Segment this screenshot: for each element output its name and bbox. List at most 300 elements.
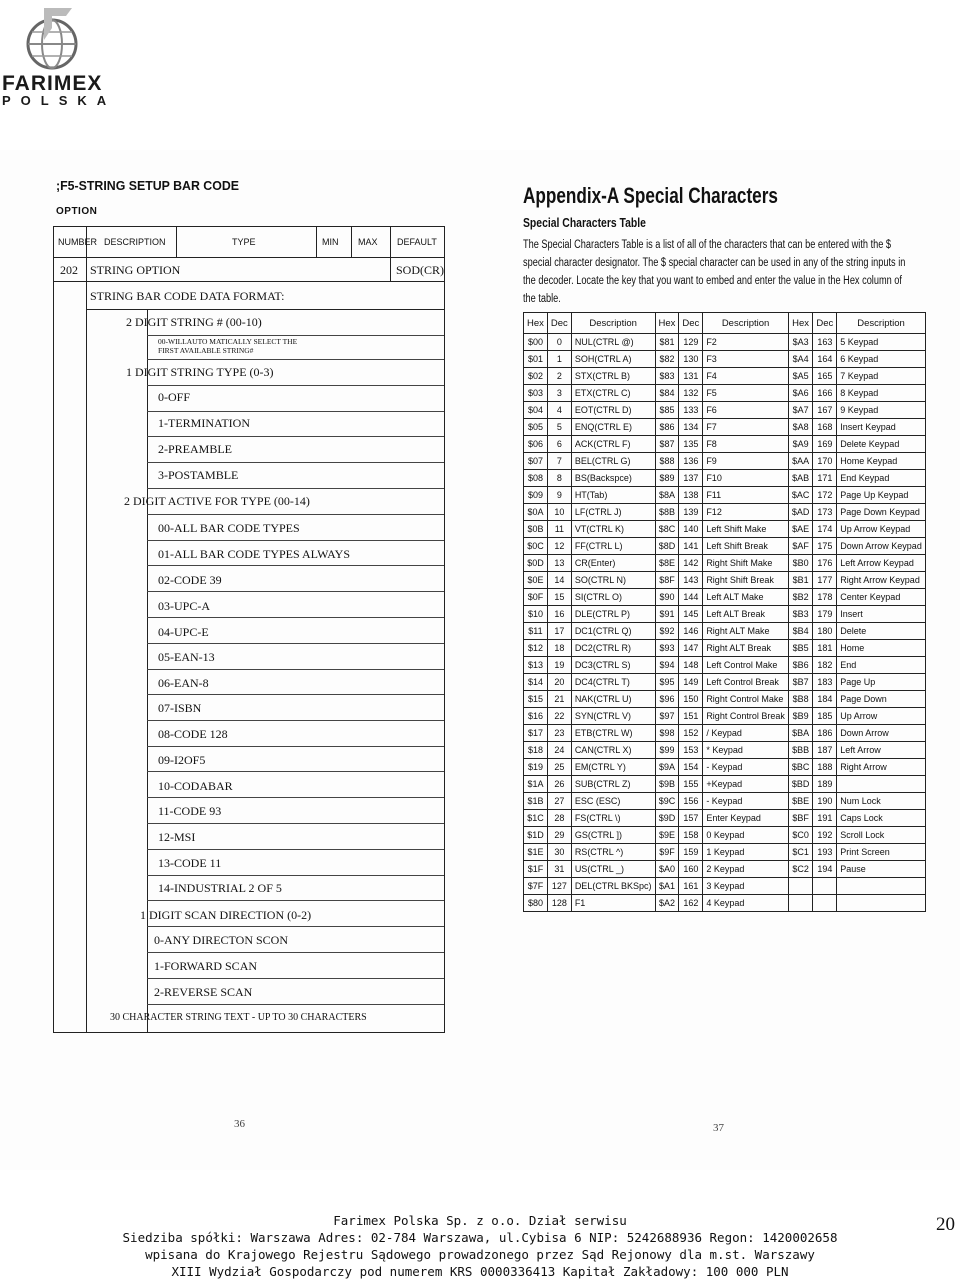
table-cell: $87 (655, 436, 679, 453)
table-cell: 180 (813, 623, 837, 640)
table-row (524, 521, 926, 538)
table-cell: $92 (655, 623, 679, 640)
footer-line: XIII Wydział Gospodarczy pod numerem KRS 0000336413 Kapitał Zakładowy: 100 000 PLN (171, 1264, 789, 1279)
table-row (524, 589, 926, 606)
table-cell: $9E (655, 827, 679, 844)
table-cell: $B0 (788, 555, 813, 572)
table-cell: 175 (813, 538, 837, 555)
column-header: Dec (679, 313, 703, 334)
table-cell: $18 (524, 742, 548, 759)
row-divider (147, 720, 444, 721)
table-cell: $05 (524, 419, 548, 436)
option-item: 02-CODE 39 (158, 573, 222, 587)
option-number: 202 (60, 263, 78, 277)
table-cell: DLE(CTRL P) (571, 606, 655, 623)
table-cell: 5 (547, 419, 571, 436)
row-divider (147, 617, 444, 618)
table-cell: Page Down Keypad (837, 504, 926, 521)
table-cell: Down Arrow (837, 725, 926, 742)
table-row (524, 385, 926, 402)
option-item: 12-MSI (158, 830, 196, 844)
table-cell: ENQ(CTRL E) (571, 419, 655, 436)
table-cell: Home (837, 640, 926, 657)
option-item: 11-CODE 93 (158, 804, 222, 818)
table-cell: 21 (547, 691, 571, 708)
table-cell: $C2 (788, 861, 813, 878)
table-cell: +Keypad (703, 776, 789, 793)
footer-line: Farimex Polska Sp. z o.o. Dział serwisu (333, 1213, 627, 1228)
table-cell: 162 (679, 895, 703, 912)
table-cell: $1F (524, 861, 548, 878)
table-row (524, 538, 926, 555)
farimex-logo (0, 0, 117, 108)
table-cell: $90 (655, 589, 679, 606)
table-cell: 156 (679, 793, 703, 810)
table-cell: $9D (655, 810, 679, 827)
table-cell: 6 Keypad (837, 351, 926, 368)
table-cell: Center Keypad (837, 589, 926, 606)
table-cell: 185 (813, 708, 837, 725)
column-header: Description (837, 313, 926, 334)
option-item: 30 CHARACTER STRING TEXT - UP TO 30 CHARACTERS (110, 1012, 367, 1023)
table-cell: 165 (813, 368, 837, 385)
row-divider (147, 669, 444, 670)
table-cell: $B2 (788, 589, 813, 606)
table-row (524, 606, 926, 623)
table-cell: Insert Keypad (837, 419, 926, 436)
table-row (524, 691, 926, 708)
table-cell: 7 Keypad (837, 368, 926, 385)
company-footer (0, 1212, 960, 1280)
row-divider (147, 462, 444, 463)
table-cell: $09 (524, 487, 548, 504)
option-item: 00-ALL BAR CODE TYPES (158, 521, 300, 535)
table-cell: $8E (655, 555, 679, 572)
table-cell: Delete (837, 623, 926, 640)
table-cell: DC4(CTRL T) (571, 674, 655, 691)
table-cell: Up Arrow Keypad (837, 521, 926, 538)
table-cell: 136 (679, 453, 703, 470)
option-item: 3-POSTAMBLE (158, 468, 239, 482)
table-cell (813, 895, 837, 912)
table-cell: 177 (813, 572, 837, 589)
table-cell: F5 (703, 385, 789, 402)
table-cell: 2 (547, 368, 571, 385)
table-cell: 133 (679, 402, 703, 419)
table-cell: F2 (703, 334, 789, 351)
table-cell: $0D (524, 555, 548, 572)
table-cell: DC1(CTRL Q) (571, 623, 655, 640)
logo-sub-text: POLSKA (2, 93, 117, 108)
table-cell: 129 (679, 334, 703, 351)
table-cell: 24 (547, 742, 571, 759)
table-row (524, 861, 926, 878)
table-cell: Left Shift Make (703, 521, 789, 538)
document-page-number: 20 (936, 1214, 955, 1235)
table-cell: ESC (ESC) (571, 793, 655, 810)
table-cell: ACK(CTRL F) (571, 436, 655, 453)
table-cell: STX(CTRL B) (571, 368, 655, 385)
table-cell: $97 (655, 708, 679, 725)
table-cell: 163 (813, 334, 837, 351)
table-cell: 181 (813, 640, 837, 657)
table-cell: 8 (547, 470, 571, 487)
table-row (524, 844, 926, 861)
table-cell: $B3 (788, 606, 813, 623)
table-cell: Home Keypad (837, 453, 926, 470)
table-cell: 144 (679, 589, 703, 606)
table-cell: GS(CTRL ]) (571, 827, 655, 844)
table-cell: $08 (524, 470, 548, 487)
table-cell: $02 (524, 368, 548, 385)
table-row (524, 419, 926, 436)
table-cell: 186 (813, 725, 837, 742)
table-cell: 137 (679, 470, 703, 487)
header-type: TYPE (232, 237, 256, 247)
table-cell: 190 (813, 793, 837, 810)
table-cell: $11 (524, 623, 548, 640)
option-item: 06-EAN-8 (158, 676, 209, 690)
table-cell: $03 (524, 385, 548, 402)
table-cell: $AA (788, 453, 813, 470)
table-cell: 3 Keypad (703, 878, 789, 895)
option-item: 14-INDUSTRIAL 2 OF 5 (158, 881, 282, 895)
table-cell: 29 (547, 827, 571, 844)
option-item: 13-CODE 11 (158, 856, 222, 870)
table-cell: SUB(CTRL Z) (571, 776, 655, 793)
table-cell: 159 (679, 844, 703, 861)
table-cell: 166 (813, 385, 837, 402)
row-divider (147, 591, 444, 592)
table-cell: $8C (655, 521, 679, 538)
table-cell: CAN(CTRL X) (571, 742, 655, 759)
table-cell: $A8 (788, 419, 813, 436)
table-cell: 189 (813, 776, 837, 793)
table-cell: F4 (703, 368, 789, 385)
table-row (524, 674, 926, 691)
table-cell: 6 (547, 436, 571, 453)
table-cell: 140 (679, 521, 703, 538)
table-header-row (524, 313, 926, 334)
table-cell (788, 895, 813, 912)
table-cell: F12 (703, 504, 789, 521)
table-cell: 187 (813, 742, 837, 759)
table-cell: 20 (547, 674, 571, 691)
table-cell (837, 776, 926, 793)
table-cell: $19 (524, 759, 548, 776)
table-cell: $A3 (788, 334, 813, 351)
table-row (524, 453, 926, 470)
table-cell: 4 (547, 402, 571, 419)
table-row (524, 895, 926, 912)
table-cell: $9B (655, 776, 679, 793)
string-setup-table (53, 226, 445, 1033)
table-cell: $7F (524, 878, 548, 895)
table-cell: US(CTRL _) (571, 861, 655, 878)
table-cell: Right Shift Make (703, 555, 789, 572)
option-item: 09-I2OF5 (158, 753, 206, 767)
table-row (524, 793, 926, 810)
left-page-option-label: OPTION (56, 206, 98, 217)
table-cell: 179 (813, 606, 837, 623)
table-cell: $8D (655, 538, 679, 555)
table-cell: $10 (524, 606, 548, 623)
table-cell: $80 (524, 895, 548, 912)
table-cell: $00 (524, 334, 548, 351)
table-cell: 9 (547, 487, 571, 504)
table-cell: 150 (679, 691, 703, 708)
table-cell: 168 (813, 419, 837, 436)
table-cell: 14 (547, 572, 571, 589)
table-cell: 23 (547, 725, 571, 742)
table-cell: $99 (655, 742, 679, 759)
option-item: 1 DIGIT SCAN DIRECTION (0-2) (140, 908, 312, 922)
table-cell: BS(Backspce) (571, 470, 655, 487)
special-characters-table (523, 312, 926, 912)
header-number: NUMBER (58, 237, 98, 247)
appendix-title: Appendix-A Special Characters (523, 183, 778, 208)
table-cell: / Keypad (703, 725, 789, 742)
row-divider (147, 436, 444, 437)
table-cell: $B8 (788, 691, 813, 708)
table-cell: 13 (547, 555, 571, 572)
table-cell: 0 Keypad (703, 827, 789, 844)
table-cell: $A6 (788, 385, 813, 402)
table-cell: 132 (679, 385, 703, 402)
table-cell: 134 (679, 419, 703, 436)
table-cell: $A1 (655, 878, 679, 895)
table-cell: 170 (813, 453, 837, 470)
table-cell: $BA (788, 725, 813, 742)
table-cell: Page Up Keypad (837, 487, 926, 504)
table-cell: $A5 (788, 368, 813, 385)
table-cell: $12 (524, 640, 548, 657)
table-cell: 128 (547, 895, 571, 912)
table-row (524, 878, 926, 895)
table-cell: $9A (655, 759, 679, 776)
table-cell: $1D (524, 827, 548, 844)
table-row (524, 504, 926, 521)
table-cell: 130 (679, 351, 703, 368)
table-cell: BEL(CTRL G) (571, 453, 655, 470)
table-cell: 28 (547, 810, 571, 827)
table-cell: 8 Keypad (837, 385, 926, 402)
table-cell: LF(CTRL J) (571, 504, 655, 521)
table-cell: 16 (547, 606, 571, 623)
option-item: 0-ANY DIRECTON SCON (154, 933, 289, 947)
table-cell: * Keypad (703, 742, 789, 759)
table-cell: Page Down (837, 691, 926, 708)
option-item: 04-UPC-E (158, 625, 209, 639)
table-cell: DC2(CTRL R) (571, 640, 655, 657)
table-row (524, 742, 926, 759)
table-cell: - Keypad (703, 759, 789, 776)
table-cell: F3 (703, 351, 789, 368)
table-cell: ETB(CTRL W) (571, 725, 655, 742)
table-cell: Caps Lock (837, 810, 926, 827)
table-cell: 15 (547, 589, 571, 606)
option-item: 05-EAN-13 (158, 650, 215, 664)
table-cell: CR(Enter) (571, 555, 655, 572)
table-row (524, 572, 926, 589)
row-divider (147, 978, 444, 979)
table-cell: $BC (788, 759, 813, 776)
table-cell: 160 (679, 861, 703, 878)
table-cell: 154 (679, 759, 703, 776)
table-cell: NAK(CTRL U) (571, 691, 655, 708)
table-cell: 11 (547, 521, 571, 538)
table-cell: 9 Keypad (837, 402, 926, 419)
table-cell: Pause (837, 861, 926, 878)
column-header: Hex (655, 313, 679, 334)
table-cell: $07 (524, 453, 548, 470)
row-divider (147, 875, 444, 876)
table-cell: $BB (788, 742, 813, 759)
table-cell: 164 (813, 351, 837, 368)
table-cell: Num Lock (837, 793, 926, 810)
table-cell: End (837, 657, 926, 674)
table-cell: Left Shift Break (703, 538, 789, 555)
table-cell: $16 (524, 708, 548, 725)
table-cell: 27 (547, 793, 571, 810)
column-header: Dec (813, 313, 837, 334)
table-cell: 22 (547, 708, 571, 725)
header-max: MAX (358, 237, 378, 247)
table-cell: Left Control Make (703, 657, 789, 674)
row-divider (147, 514, 444, 515)
table-cell: 167 (813, 402, 837, 419)
column-header: Description (571, 313, 655, 334)
option-default: SOD(CR) (396, 263, 445, 277)
table-row (524, 334, 926, 351)
table-cell: Right ALT Break (703, 640, 789, 657)
table-row (524, 810, 926, 827)
row-divider (147, 385, 444, 386)
header-default: DEFAULT (397, 237, 437, 247)
footer-line: Siedziba spółki: Warszawa Adres: 02-784 Warszawa, ul.Cybisa 6 NIP: 5242688936 Regon: 1420002658 (122, 1230, 838, 1245)
table-cell: $84 (655, 385, 679, 402)
table-cell: NUL(CTRL @) (571, 334, 655, 351)
table-cell: $17 (524, 725, 548, 742)
table-cell: 139 (679, 504, 703, 521)
table-cell: Right Arrow (837, 759, 926, 776)
option-item: 03-UPC-A (158, 599, 211, 613)
option-item: 07-ISBN (158, 701, 202, 715)
table-cell: 5 Keypad (837, 334, 926, 351)
table-row (524, 759, 926, 776)
column-header: Description (703, 313, 789, 334)
table-cell: 147 (679, 640, 703, 657)
table-cell: Right Shift Break (703, 572, 789, 589)
table-cell: $A0 (655, 861, 679, 878)
table-row (524, 623, 926, 640)
table-cell: 12 (547, 538, 571, 555)
row-divider (147, 565, 444, 566)
table-cell: Left Control Break (703, 674, 789, 691)
table-cell: $AF (788, 538, 813, 555)
row-divider (147, 643, 444, 644)
table-cell: Left ALT Make (703, 589, 789, 606)
table-cell: FS(CTRL \) (571, 810, 655, 827)
table-cell: $8B (655, 504, 679, 521)
table-row (524, 368, 926, 385)
table-row (524, 555, 926, 572)
table-cell: $AD (788, 504, 813, 521)
table-cell: DC3(CTRL S) (571, 657, 655, 674)
option-item: 01-ALL BAR CODE TYPES ALWAYS (158, 547, 351, 561)
table-cell: $B6 (788, 657, 813, 674)
table-cell: $14 (524, 674, 548, 691)
option-item: 2 DIGIT ACTIVE FOR TYPE (00-14) (124, 494, 310, 508)
table-cell: Delete Keypad (837, 436, 926, 453)
table-cell: $BF (788, 810, 813, 827)
table-cell: 127 (547, 878, 571, 895)
table-cell: $9C (655, 793, 679, 810)
table-cell: Enter Keypad (703, 810, 789, 827)
table-cell: End Keypad (837, 470, 926, 487)
table-row (524, 487, 926, 504)
table-cell: 4 Keypad (703, 895, 789, 912)
table-cell: 194 (813, 861, 837, 878)
left-page-number: 36 (234, 1118, 245, 1130)
table-cell: $86 (655, 419, 679, 436)
table-row (524, 725, 926, 742)
table-cell: $AB (788, 470, 813, 487)
table-cell: $91 (655, 606, 679, 623)
table-row (524, 827, 926, 844)
table-cell: SYN(CTRL V) (571, 708, 655, 725)
table-cell: F6 (703, 402, 789, 419)
table-cell: RS(CTRL ^) (571, 844, 655, 861)
table-cell: 193 (813, 844, 837, 861)
table-cell: $BE (788, 793, 813, 810)
table-cell: Right Arrow Keypad (837, 572, 926, 589)
table-cell: $8F (655, 572, 679, 589)
table-cell: 172 (813, 487, 837, 504)
table-cell: VT(CTRL K) (571, 521, 655, 538)
table-cell: Up Arrow (837, 708, 926, 725)
table-cell: 176 (813, 555, 837, 572)
option-description: STRING OPTION (90, 263, 181, 277)
table-cell: SO(CTRL N) (571, 572, 655, 589)
table-cell: 169 (813, 436, 837, 453)
table-cell: F8 (703, 436, 789, 453)
table-cell: HT(Tab) (571, 487, 655, 504)
table-cell: 155 (679, 776, 703, 793)
table-cell: Left Arrow (837, 742, 926, 759)
table-cell: Right Control Break (703, 708, 789, 725)
table-cell: Right ALT Make (703, 623, 789, 640)
table-cell: $01 (524, 351, 548, 368)
column-header: Dec (547, 313, 571, 334)
appendix-intro: The Special Characters Table is a list of all of the characters that can be entered with the $ special character designator. The $ special character can be used in any of the string inputs in the decoder. Locate the key that you want to embed and enter the value in the Hex column of the table. (523, 239, 906, 305)
table-cell: F10 (703, 470, 789, 487)
table-cell: $B5 (788, 640, 813, 657)
table-cell: Insert (837, 606, 926, 623)
table-cell: 131 (679, 368, 703, 385)
table-cell: $A7 (788, 402, 813, 419)
table-cell: $0F (524, 589, 548, 606)
row-divider (147, 540, 444, 541)
table-cell: Right Control Make (703, 691, 789, 708)
table-cell: 143 (679, 572, 703, 589)
table-cell: 192 (813, 827, 837, 844)
table-cell: 10 (547, 504, 571, 521)
option-item: 1-FORWARD SCAN (154, 959, 258, 973)
row-divider (147, 359, 444, 360)
row-divider (147, 849, 444, 850)
option-item: 1 DIGIT STRING TYPE (0-3) (126, 365, 274, 379)
